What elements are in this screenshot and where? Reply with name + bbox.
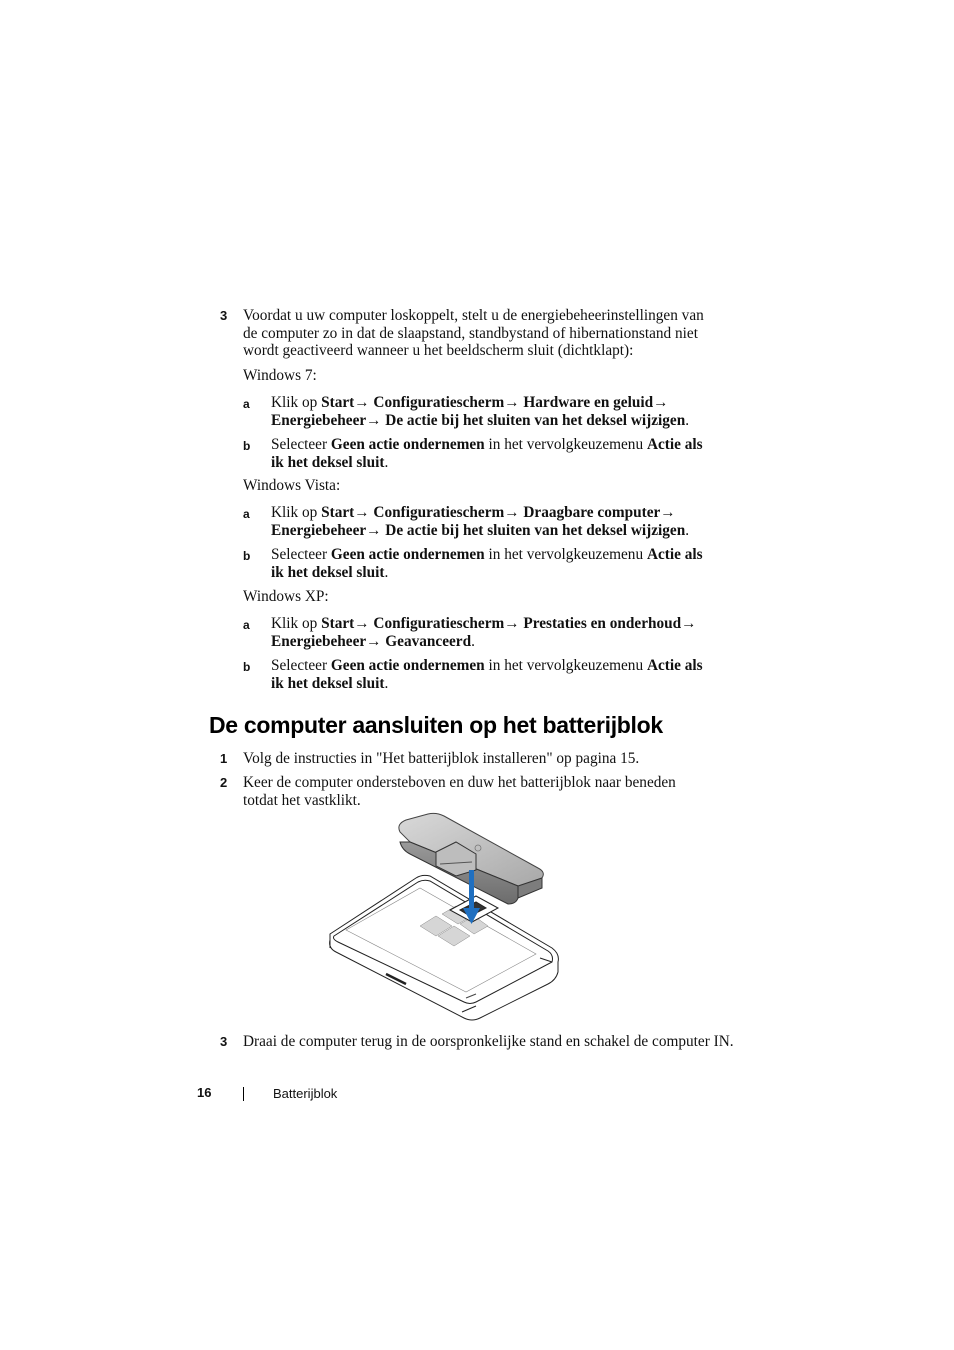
footer-title: Batterijblok <box>273 1086 338 1101</box>
substep-text: Selecteer Geen actie ondernemen in het vervolgkeuzemenu Actie als ik het deksel sluit. <box>271 657 703 692</box>
step-number: 2 <box>220 775 228 790</box>
substep-letter: b <box>243 439 251 453</box>
substep-letter: a <box>243 397 250 411</box>
os-label: Windows Vista: <box>243 477 341 494</box>
os-label: Windows XP: <box>243 588 329 605</box>
text-line: de computer zo in dat de slaapstand, standbystand of hibernationstand niet <box>243 324 698 342</box>
menu-path: Start→ Configuratiescherm→ Prestaties en onderhoud→ <box>321 615 697 632</box>
text-line: Voordat u uw computer loskoppelt, stelt u de energiebeheerinstellingen van <box>243 307 704 324</box>
substep-text: Klik op Start→ Configuratiescherm→ Draagbare computer→ Energiebeheer→ De actie bij het sluiten van het deksel wijzigen. <box>271 504 690 539</box>
substep-letter: a <box>243 618 250 632</box>
substep-text: Selecteer Geen actie ondernemen in het vervolgkeuzemenu Actie als ik het deksel sluit. <box>271 436 703 471</box>
step-number: 3 <box>220 308 228 323</box>
menu-path: Energiebeheer→ Geavanceerd <box>271 632 472 650</box>
substep-text: Klik op Start→ Configuratiescherm→ Prestaties en onderhoud→ Energiebeheer→ Geavanceerd. <box>271 615 697 650</box>
step-text: Keer de computer ondersteboven en duw het batterijblok naar beneden totdat het vastklikt. <box>243 774 676 809</box>
laptop-body <box>330 875 559 1020</box>
step-number: 3 <box>220 1034 228 1049</box>
menu-path: Start→ Configuratiescherm→ Draagbare computer→ <box>321 504 676 521</box>
substep-letter: b <box>243 660 251 674</box>
footer-divider <box>243 1087 244 1101</box>
menu-path: Energiebeheer→ De actie bij het sluiten van het deksel wijzigen <box>271 521 686 539</box>
os-label: Windows 7: <box>243 367 317 384</box>
page-number: 16 <box>197 1085 212 1100</box>
text-line: wordt geactiveerd wanneer u het beeldscherm sluit (dichtklapt): <box>243 342 634 360</box>
step-text <box>243 307 704 360</box>
substep-text: Selecteer Geen actie ondernemen in het vervolgkeuzemenu Actie als ik het deksel sluit. <box>271 546 703 581</box>
step-text: Volg de instructies in "Het batterijblok installeren" op pagina 15. <box>243 750 640 767</box>
menu-path: Start→ Configuratiescherm→ Hardware en geluid→ <box>321 394 669 411</box>
step-text: Draai de computer terug in de oorspronkelijke stand en schakel de computer IN. <box>243 1033 734 1050</box>
substep-letter: b <box>243 549 251 563</box>
section-heading: De computer aansluiten op het batterijblok <box>209 712 663 738</box>
substep-letter: a <box>243 507 250 521</box>
menu-path: Energiebeheer→ De actie bij het sluiten van het deksel wijzigen <box>271 411 686 429</box>
step-number: 1 <box>220 751 228 766</box>
battery-installation-illustration <box>326 812 562 1024</box>
substep-text: Klik op Start→ Configuratiescherm→ Hardware en geluid→ Energiebeheer→ De actie bij het sluiten van het deksel wijzigen. <box>271 394 690 429</box>
